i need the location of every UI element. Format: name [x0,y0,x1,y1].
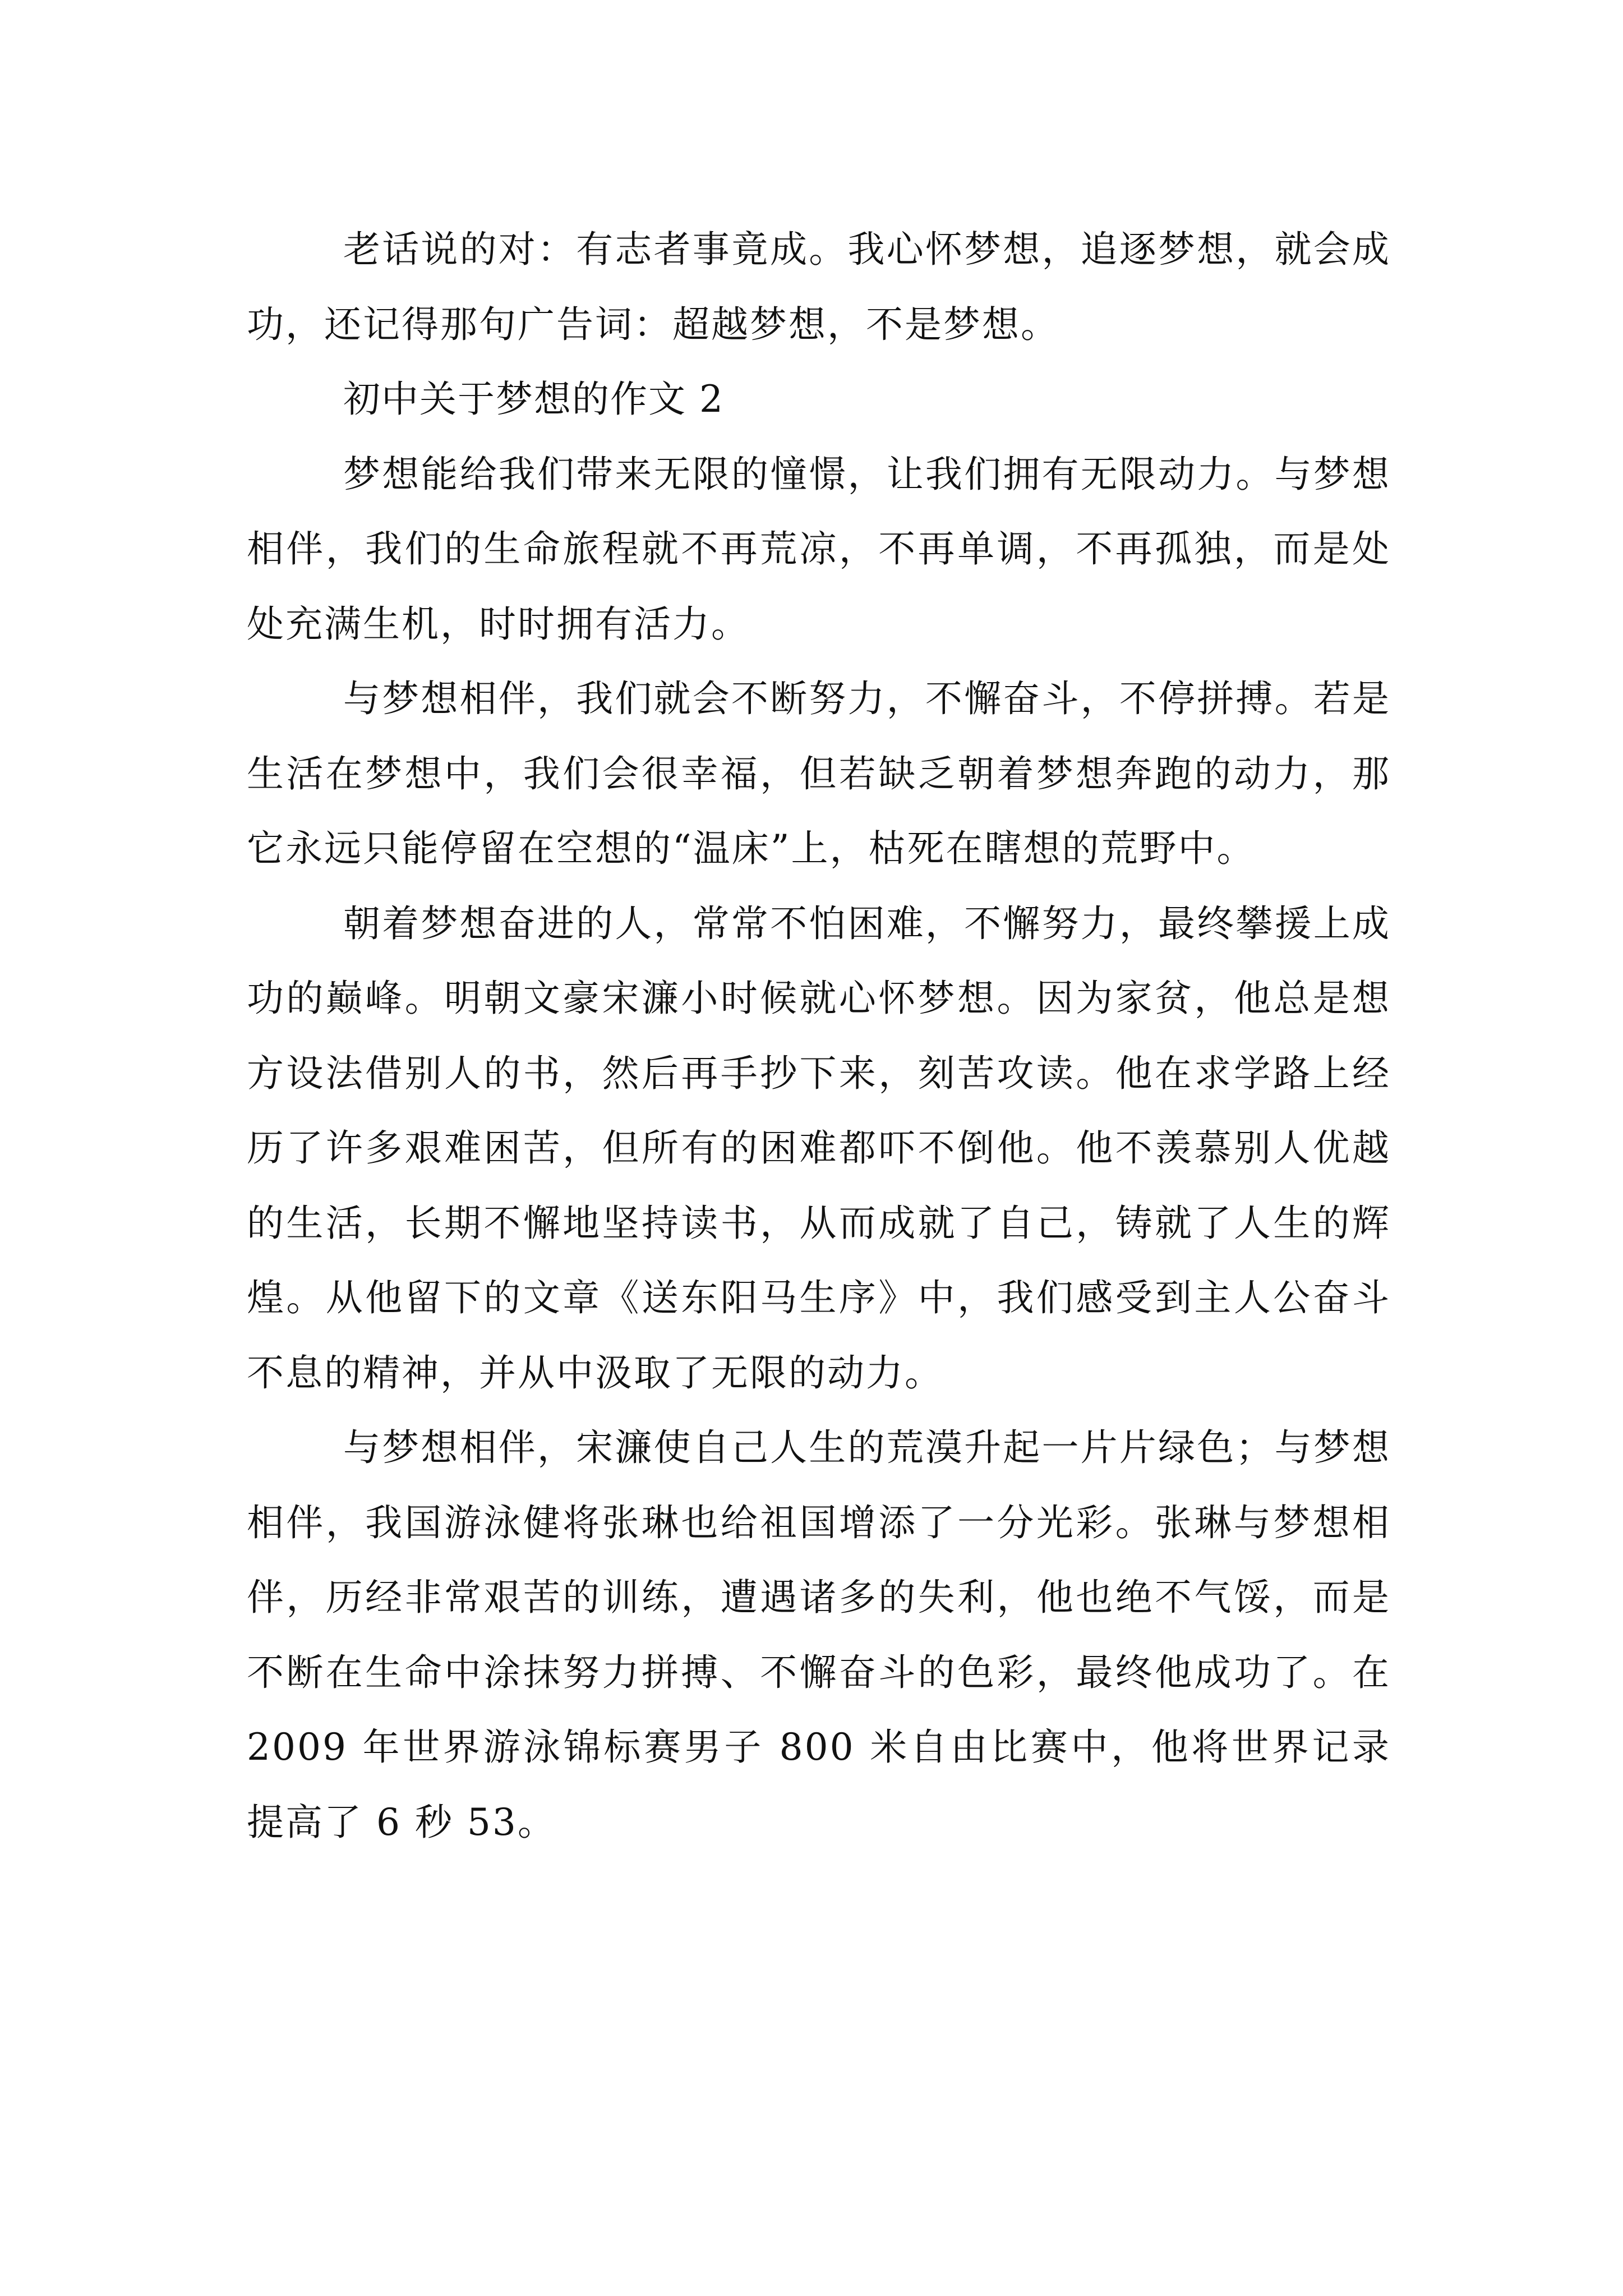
paragraph-conclusion: 老话说的对：有志者事竟成。我心怀梦想，追逐梦想，就会成功，还记得那句广告词：超越梦想，不是梦想。 [247,228,1391,346]
paragraph-song-lian: 朝着梦想奋进的人，常常不怕困难，不懈努力，最终攀援上成功的巅峰。明朝文豪宋濂小时候就心怀梦想。因为家贫，他总是想方设法借别人的书，然后再手抄下来，刻苦攻读。他在求学路上经历了许多艰难困苦，但所有的困难都吓不倒他。他不羡慕别人优越的生活，长期不懈地坚持读书，从而成就了自己，铸就了人生的辉煌。从他留下的文章《送东阳马生序》中，我们感受到主人公奋斗不息的精神，并从中汲取了无限的动力。 [247,901,1391,1395]
document-body [247,212,1391,1860]
paragraph-zhang-lin: 与梦想相伴，宋濂使自己人生的荒漠升起一片片绿色；与梦想相伴，我国游泳健将张琳也给祖国增添了一分光彩。张琳与梦想相伴，历经非常艰苦的训练，遭遇诸多的失利，他也绝不气馁，而是不断在生命中涂抹努力拼搏、不懈奋斗的色彩，最终他成功了。在 2009 年世界游泳锦标赛男子 800 米自由比赛中，他将世界记录提高了 6 秒 53。 [247,1426,1391,1844]
essay-title: 初中关于梦想的作文 2 [343,378,724,421]
paragraph-intro: 梦想能给我们带来无限的憧憬，让我们拥有无限动力。与梦想相伴，我们的生命旅程就不再荒凉，不再单调，不再孤独，而是处处充满生机，时时拥有活力。 [247,452,1391,646]
paragraph-effort: 与梦想相伴，我们就会不断努力，不懈奋斗，不停拼搏。若是生活在梦想中，我们会很幸福，但若缺乏朝着梦想奔跑的动力，那它永远只能停留在空想的“温床”上，枯死在瞎想的荒野中。 [247,677,1391,870]
